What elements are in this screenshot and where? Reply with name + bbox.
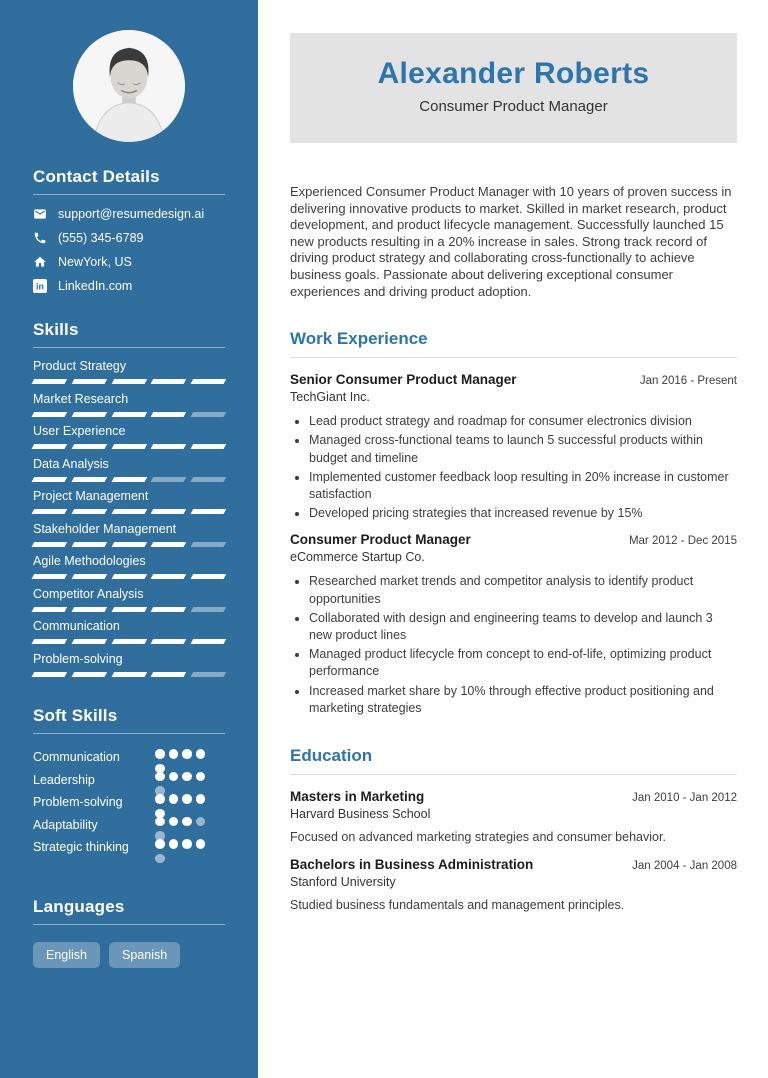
skill-level-bar [33, 412, 225, 417]
job-bullet-list [290, 573, 737, 717]
summary-paragraph: Experienced Consumer Product Manager with 10 years of proven success in delivering innovative products to market. Skilled in market research, product development, and product lifecycle management. Successfully launched 15 new products resulting in a 20% increase in sales. Strong track record of driving product strategy and collaborating cross-functionally to achieve business goals. Passionate about delivering exceptional consumer experiences and driving product adoption. [290, 184, 732, 299]
skill-label: User Experience [33, 424, 126, 438]
soft-skill-item [33, 816, 225, 839]
skill-level-bar [33, 509, 225, 514]
education-entry [290, 857, 737, 912]
skill-item [33, 554, 225, 579]
name-header [290, 33, 737, 143]
language-pill: English [33, 942, 100, 968]
phone-icon [33, 231, 47, 245]
job-bullet: • Lead product strategy and roadmap for consumer electronics division [309, 413, 737, 430]
job-bullet: • Managed product lifecycle from concept to end-of-life, optimizing product performance [309, 646, 737, 680]
languages-heading: Languages [33, 896, 125, 916]
job-bullet: • Increased market share by 10% through effective product positioning and marketing strategies [309, 683, 737, 717]
education-heading: Education [290, 746, 373, 765]
skill-level-bar [33, 574, 225, 579]
divider [33, 347, 225, 348]
skill-level-bar [33, 672, 225, 677]
job-bullet: • Collaborated with design and engineering teams to develop and launch 3 new product lines [309, 610, 737, 644]
job-title: Consumer Product Manager [290, 532, 471, 548]
job-bullet: • Managed cross-functional teams to launch 5 successful products within budget and timeline [309, 432, 737, 466]
candidate-title: Consumer Product Manager [419, 98, 608, 115]
divider [33, 194, 225, 195]
skill-item [33, 522, 225, 547]
skill-label: Competitor Analysis [33, 586, 144, 601]
skill-level-bar [33, 477, 225, 482]
job-dates: Mar 2012 - Dec 2015 [628, 535, 737, 548]
job-bullet-list [290, 413, 737, 522]
soft-skill-label: Problem-solving [33, 795, 123, 810]
divider [33, 733, 225, 734]
divider [290, 357, 737, 358]
skill-item [33, 359, 225, 384]
soft-skill-label: Adaptability [33, 817, 98, 832]
skills-list [33, 359, 225, 676]
soft-skill-dots [155, 794, 206, 818]
contact-heading: Contact Details [33, 167, 160, 186]
soft-skill-dots [155, 839, 206, 863]
soft-skill-item [33, 838, 225, 861]
skill-label: Communication [33, 619, 120, 633]
school-name: Harvard Business School [290, 807, 431, 821]
skill-label: Data Analysis [33, 456, 109, 471]
contact-email[interactable] [33, 207, 225, 221]
job-company: eCommerce Startup Co. [290, 550, 425, 565]
contact-phone-text: (555) 345-6789 [58, 231, 144, 245]
job-bullet: • Developed pricing strategies that increased revenue by 15% [309, 505, 737, 522]
soft-skill-label: Leadership [33, 772, 95, 787]
education-dates: Jan 2010 - Jan 2012 [632, 792, 737, 804]
job-bullet: • Researched market trends and competitor analysis to identify product opportunities [309, 573, 737, 607]
skill-level-bar [33, 639, 225, 644]
contact-list [33, 207, 225, 293]
skill-level-bar [33, 542, 225, 547]
main-content [258, 0, 768, 1078]
skill-label: Market Research [33, 391, 129, 406]
soft-skills-list [33, 748, 225, 861]
degree-title: Masters in Marketing [290, 789, 425, 804]
school-name: Stanford University [290, 875, 396, 889]
contact-linkedin[interactable] [33, 279, 225, 293]
job-dates: Jan 2016 - Present [639, 375, 737, 388]
contact-phone[interactable] [33, 231, 225, 245]
divider [290, 774, 737, 775]
degree-title: Bachelors in Business Administration [290, 857, 534, 872]
home-icon [33, 255, 47, 269]
skills-heading: Skills [33, 320, 79, 339]
soft-skill-item [33, 771, 225, 794]
soft-skill-label: Communication [33, 750, 120, 764]
skill-level-bar [33, 379, 225, 384]
sidebar [0, 0, 258, 1078]
skill-item [33, 424, 225, 449]
job-entry [290, 372, 737, 522]
skill-item [33, 652, 225, 677]
linkedin-icon [33, 279, 47, 293]
avatar-illustration [73, 30, 185, 142]
skill-label: Project Management [33, 489, 149, 503]
svg-text:in: in [36, 281, 44, 292]
job-title: Senior Consumer Product Manager [290, 372, 517, 388]
envelope-icon [33, 207, 47, 221]
skill-level-bar [33, 607, 225, 612]
profile-photo [73, 30, 185, 142]
contact-email-text: support@resumedesign.ai [58, 207, 205, 221]
job-company: TechGiant Inc. [290, 390, 370, 405]
skill-label: Agile Methodologies [33, 554, 146, 568]
soft-skill-item [33, 748, 225, 771]
job-entry [290, 532, 737, 717]
education-description: Focused on advanced marketing strategies and consumer behavior. [290, 830, 666, 844]
contact-location-text: NewYork, US [58, 255, 132, 269]
languages-list [33, 942, 225, 968]
skill-label: Stakeholder Management [33, 521, 177, 536]
soft-skill-dots [155, 772, 206, 796]
soft-skill-dots [155, 817, 206, 841]
work-experience-heading: Work Experience [290, 329, 428, 349]
skill-item [33, 457, 225, 482]
skill-item [33, 587, 225, 612]
soft-skill-item [33, 793, 225, 816]
soft-skills-heading: Soft Skills [33, 706, 118, 725]
soft-skill-dots [155, 749, 206, 773]
divider [33, 924, 225, 925]
skill-label: Problem-solving [33, 651, 123, 666]
education-dates: Jan 2004 - Jan 2008 [632, 860, 737, 872]
skill-item [33, 489, 225, 514]
soft-skill-label: Strategic thinking [33, 840, 129, 855]
candidate-name: Alexander Roberts [377, 57, 650, 90]
contact-location [33, 255, 225, 269]
skill-item [33, 619, 225, 644]
education-entry [290, 789, 737, 844]
contact-linkedin-text: LinkedIn.com [58, 279, 133, 293]
skill-label: Product Strategy [33, 359, 127, 373]
job-bullet: • Implemented customer feedback loop resulting in 20% increase in customer satisfaction [309, 469, 737, 503]
language-pill: Spanish [109, 942, 180, 968]
skill-level-bar [33, 444, 225, 449]
education-description: Studied business fundamentals and management principles. [290, 898, 625, 912]
skill-item [33, 392, 225, 417]
